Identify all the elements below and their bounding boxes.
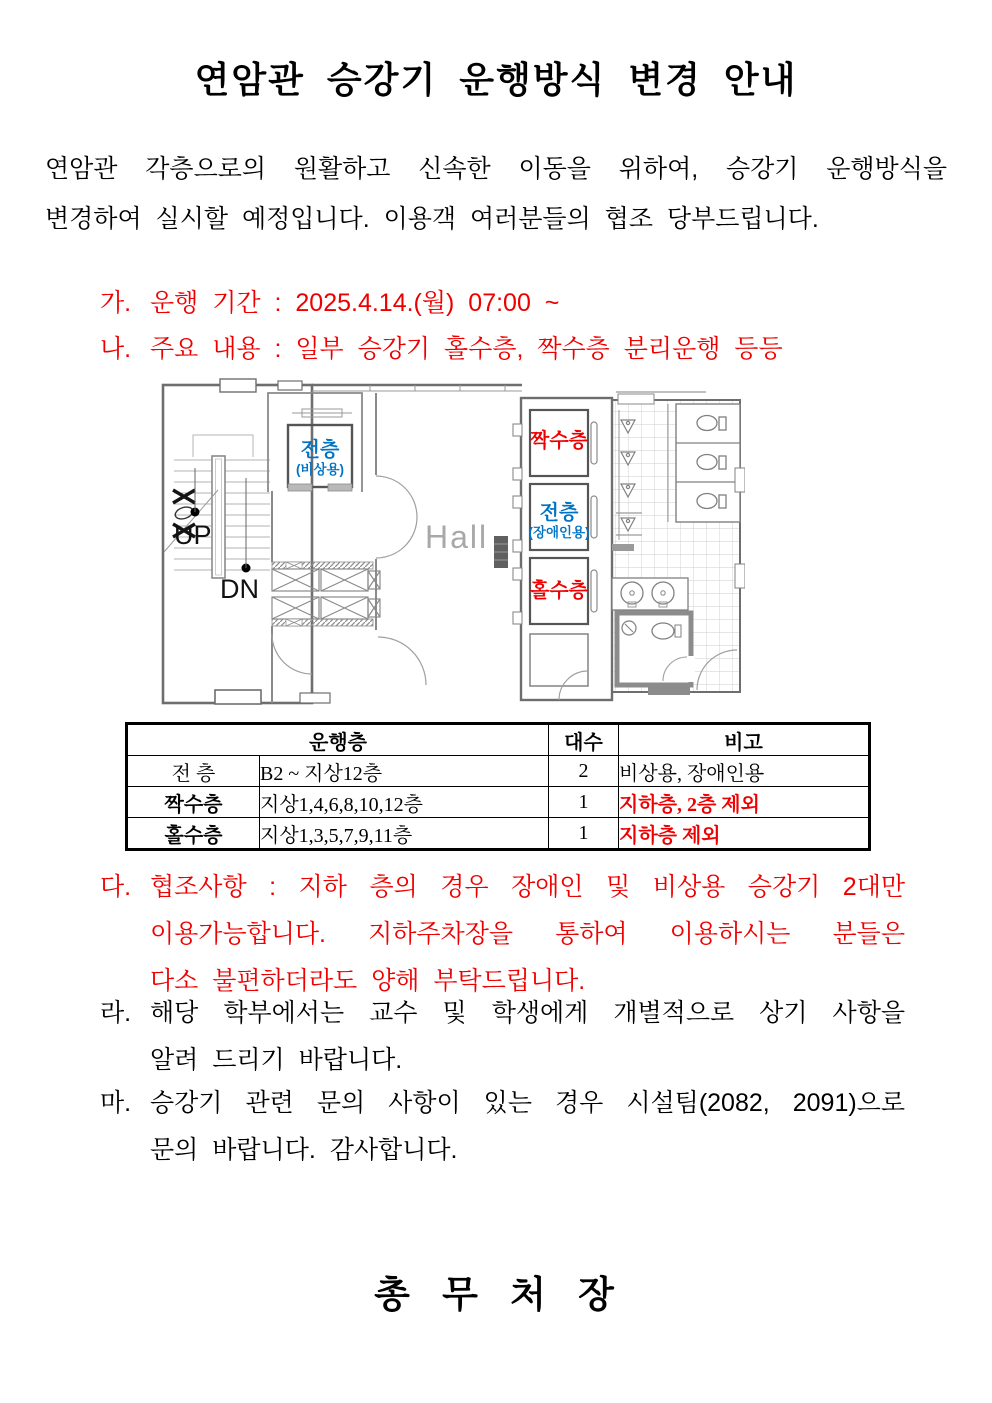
signature: 총 무 처 장: [374, 1274, 618, 1315]
elevator-odd-label: 홀수층: [530, 580, 588, 602]
floorplan-figure: [160, 372, 745, 710]
elevator-emergency: [268, 393, 362, 492]
row-note: 비상용, 장애인용: [619, 756, 870, 787]
table-row: [127, 818, 870, 850]
row-note: 지하층, 2층 제외: [619, 787, 870, 818]
item-da-line2: 이용가능합니다. 지하주차장을 통하여 이용하시는 분들은: [150, 920, 905, 948]
row-count: 2: [549, 756, 619, 787]
row-floors: 지상1,3,5,7,9,11층: [260, 818, 549, 850]
item-da-label: 다.: [100, 873, 132, 901]
item-ra-line2: 알려 드리기 바랍니다.: [150, 1046, 403, 1074]
header-note: 비고: [619, 724, 870, 756]
elevator-all-label: 전층: [539, 502, 579, 524]
page-title: 연암관 승강기 운행방식 변경 안내: [194, 59, 798, 100]
row-count: 1: [549, 818, 619, 850]
accessible-toilet-room: [617, 613, 695, 685]
item-da-line1: 협조사항 : 지하 층의 경우 장애인 및 비상용 승강기 2대만: [150, 873, 905, 901]
item-ra: [100, 990, 910, 1084]
item-na-text: 주요 내용 : 일부 승강기 홀수층, 짝수층 분리운행 등등: [150, 335, 783, 363]
row-note: 지하층 제외: [619, 818, 870, 850]
item-na-label: 나.: [100, 335, 132, 363]
item-da: [100, 864, 910, 1005]
toilet-stalls: [676, 404, 740, 522]
row-floors: 지상1,4,6,8,10,12층: [260, 787, 549, 818]
row-floors: B2 ~ 지상12층: [260, 756, 549, 787]
hall-wall: [312, 385, 522, 391]
item-na: [100, 326, 960, 373]
table-row: [127, 756, 870, 787]
item-ra-label: 라.: [100, 999, 132, 1027]
stair-wing: [163, 379, 312, 703]
hall-label: Hall: [425, 519, 489, 555]
header-floors: 운행층: [127, 724, 549, 756]
elevator-bank: [513, 398, 612, 700]
table-header-row: [127, 724, 870, 756]
stairs-up-label: UP: [174, 520, 212, 550]
row-count: 1: [549, 787, 619, 818]
item-da-line3: 다소 불편하더라도 양해 부탁드립니다.: [150, 967, 586, 995]
elevator-all-sublabel: (장애인용): [528, 525, 590, 540]
item-ma-label: 마.: [100, 1089, 132, 1117]
sinks: [612, 578, 688, 610]
restroom: [612, 392, 745, 695]
elevator-even-label: 짝수층: [530, 430, 588, 452]
item-ra-line1: 해당 학부에서는 교수 및 학생에게 개별적으로 상기 사항을: [150, 999, 905, 1027]
elevator-emergency-label: 전층: [300, 439, 340, 461]
elevator-emergency-sublabel: (비상용): [295, 462, 345, 477]
row-name: 전 층: [127, 756, 260, 787]
item-ga-text: 운행 기간 : 2025.4.14.(월) 07:00 ~: [150, 289, 560, 317]
row-name: 짝수층: [127, 787, 260, 818]
row-name: 홀수층: [127, 818, 260, 850]
item-ma-line2: 문의 바랍니다. 감사합니다.: [150, 1136, 458, 1164]
item-ma-line1: 승강기 관련 문의 사항이 있는 경우 시설팀(2082, 2091)으로: [150, 1089, 905, 1117]
item-ma: [100, 1080, 910, 1174]
intro-line-2: 변경하여 실시할 예정입니다. 이용객 여러분들의 협조 당부드립니다.: [45, 205, 819, 233]
operation-table: [125, 722, 871, 851]
stairs-dn-label: DN: [220, 574, 259, 604]
intro-paragraph: [45, 144, 947, 244]
header-count: 대수: [549, 724, 619, 756]
table-row: [127, 787, 870, 818]
item-ga-label: 가.: [100, 289, 132, 317]
column-block: [494, 536, 508, 568]
intro-line-1: 연암관 각층으로의 원활하고 신속한 이동을 위하여, 승강기 운행방식을: [45, 155, 947, 183]
floorplan-diagram: [160, 372, 745, 710]
item-ga: [100, 280, 960, 327]
